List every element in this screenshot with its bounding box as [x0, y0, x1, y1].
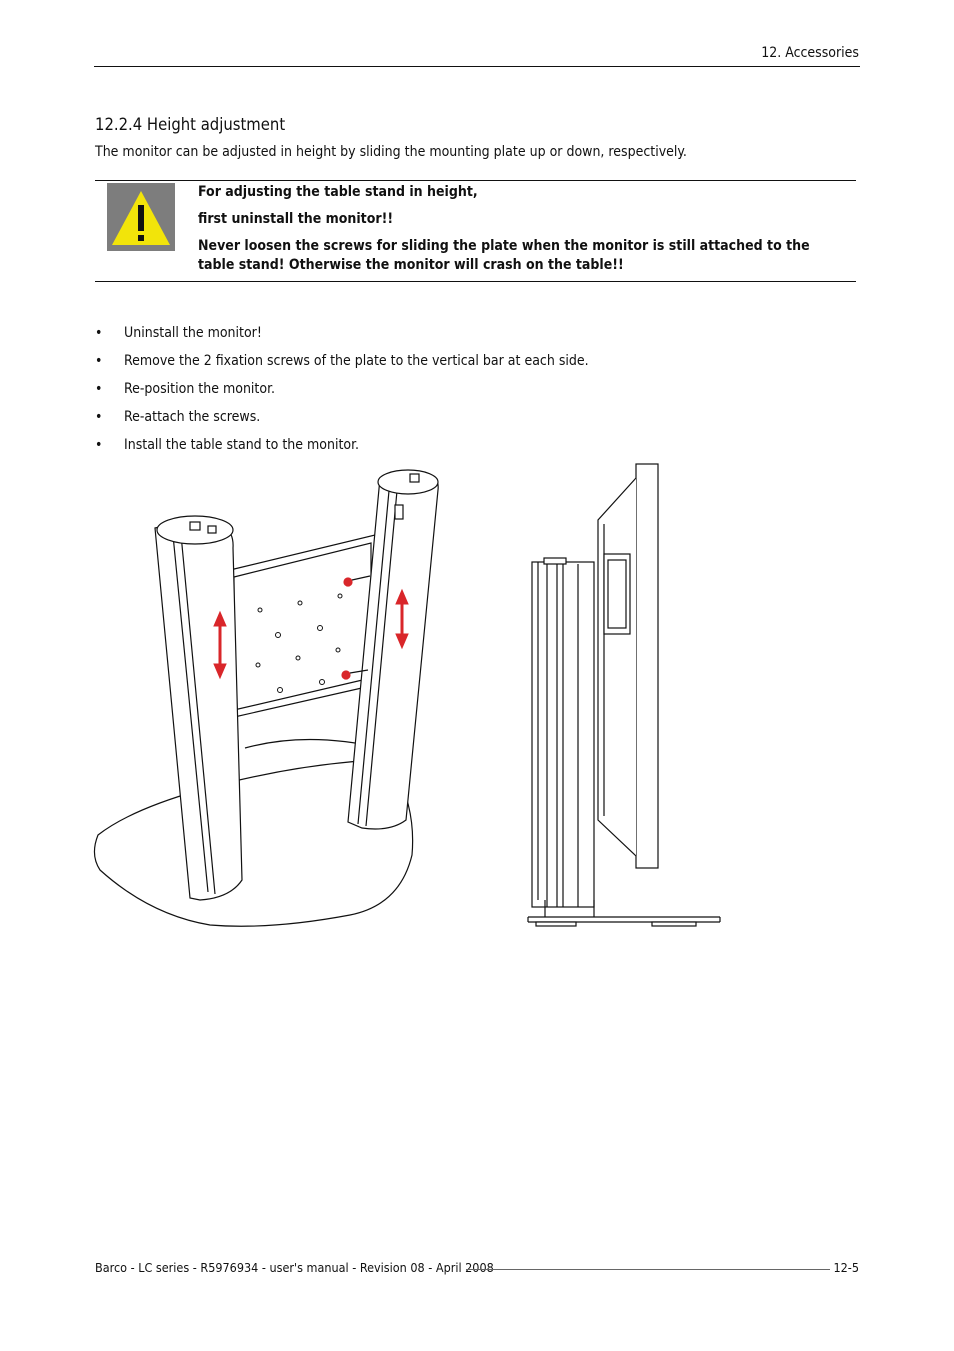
- warning-line-3: Never loosen the screws for sliding the plate when the monitor is still attached to the table stand! Otherwise the monitor will crash on the table!!: [198, 238, 810, 273]
- list-item: • Re-position the monitor.: [95, 379, 589, 407]
- stand-perspective-illustration: [90, 460, 470, 939]
- footer-rule: [466, 1269, 830, 1270]
- stand-side-view-illustration: [520, 460, 725, 934]
- warning-top-rule: [95, 180, 856, 181]
- list-item: • Uninstall the monitor!: [95, 323, 589, 351]
- page-number: 12-5: [833, 1260, 859, 1275]
- header-rule: [94, 66, 860, 67]
- steps-list: [95, 323, 589, 463]
- list-item: • Re-attach the screws.: [95, 407, 589, 435]
- intro-paragraph: The monitor can be adjusted in height by sliding the mounting plate up or down, respectively.: [95, 144, 687, 160]
- section-title: 12.2.4 Height adjustment: [95, 115, 286, 134]
- warning-line-1: For adjusting the table stand in height,: [198, 184, 478, 200]
- warning-line-2: first uninstall the monitor!!: [198, 211, 394, 227]
- list-item: • Remove the 2 fixation screws of the plate to the vertical bar at each side.: [95, 351, 589, 379]
- warning-triangle-icon: [107, 183, 175, 251]
- list-item: • Install the table stand to the monitor.: [95, 435, 589, 463]
- chapter-header: 12. Accessories: [761, 45, 859, 61]
- warning-message: [198, 183, 838, 283]
- footer-document-info: Barco - LC series - R5976934 - user's manual - Revision 08 - April 2008: [95, 1260, 494, 1275]
- warning-bottom-rule: [95, 281, 856, 282]
